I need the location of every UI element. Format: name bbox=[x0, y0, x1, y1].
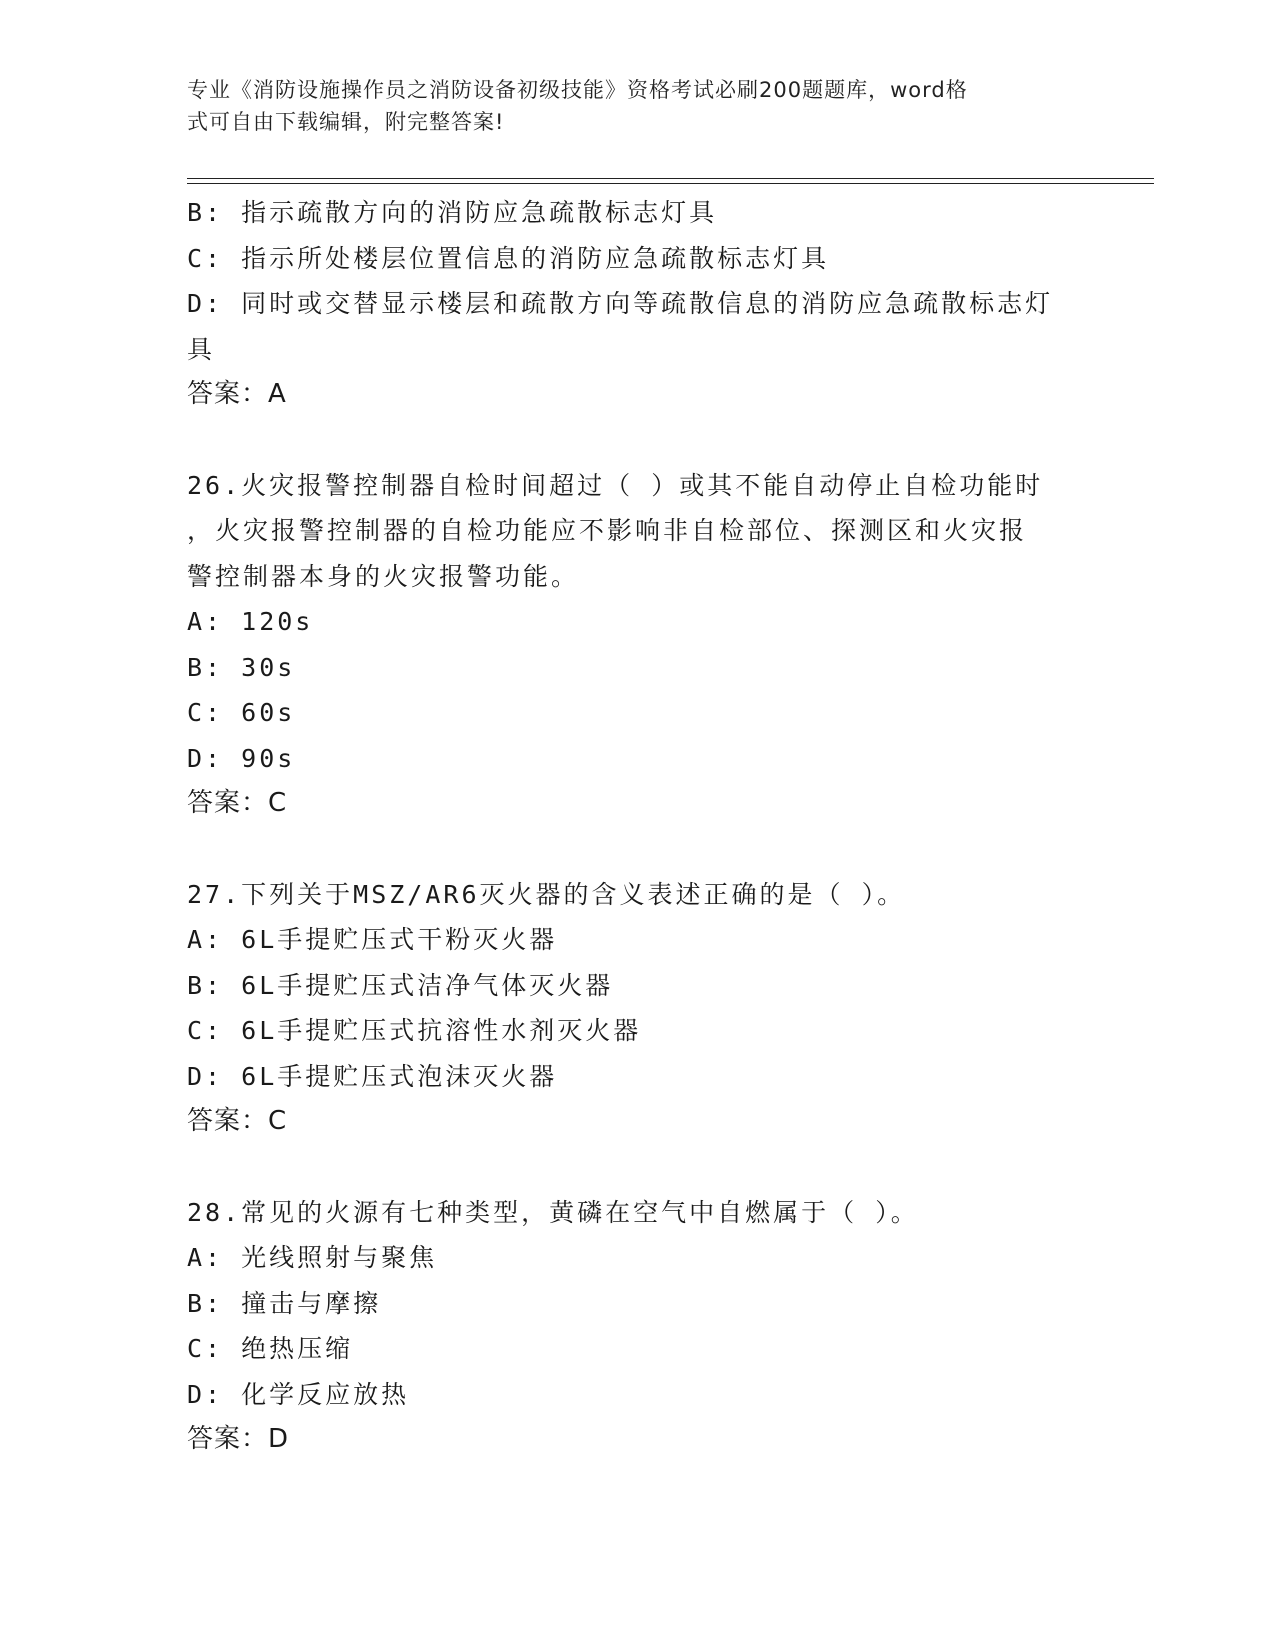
question-stem: 警控制器本身的火灾报警功能。 bbox=[187, 561, 580, 591]
option-c: C: 绝热压缩 bbox=[187, 1334, 354, 1363]
question-stem: 26.火灾报警控制器自检时间超过（ ）或其不能自动停止自检功能时 bbox=[187, 470, 1044, 500]
option-a: A: 120s bbox=[187, 607, 314, 636]
answer: 答案：C bbox=[187, 788, 288, 818]
option-b: B: 6L手提贮压式洁净气体灭火器 bbox=[187, 970, 614, 1000]
question-stem: 28.常见的火源有七种类型，黄磷在空气中自燃属于（ ）。 bbox=[187, 1197, 919, 1227]
question-block-25 bbox=[187, 190, 1087, 418]
question-block-27 bbox=[187, 872, 1087, 1145]
question-stem: 27.下列关于MSZ/AR6灭火器的含义表述正确的是（ ）。 bbox=[187, 879, 906, 909]
option-c: C: 60s bbox=[187, 698, 296, 727]
option-d: D: 同时或交替显示楼层和疏散方向等疏散信息的消防应急疏散标志灯 bbox=[187, 289, 1054, 318]
option-d: D: 化学反应放热 bbox=[187, 1379, 410, 1409]
header-divider bbox=[187, 178, 1154, 184]
option-d: D: 90s bbox=[187, 743, 296, 773]
option-b: B: 30s bbox=[187, 652, 296, 682]
question-block-28 bbox=[187, 1190, 1087, 1463]
answer: 答案：C bbox=[187, 1106, 288, 1136]
option-b: B: 撞击与摩擦 bbox=[187, 1288, 382, 1318]
option-c: C: 6L手提贮压式抗溶性水剂灭火器 bbox=[187, 1016, 642, 1045]
spacer bbox=[187, 827, 1087, 872]
question-stem: ，火灾报警控制器的自检功能应不影响非自检部位、探测区和火灾报 bbox=[187, 516, 1028, 545]
spacer bbox=[187, 418, 1087, 463]
answer: 答案：A bbox=[187, 379, 287, 409]
option-a: A: 光线照射与聚焦 bbox=[187, 1243, 438, 1272]
header-line-2: 式可自由下载编辑，附完整答案! bbox=[187, 110, 505, 134]
document-header bbox=[187, 74, 1067, 138]
option-d-continued: 具 bbox=[187, 334, 216, 364]
option-d: D: 6L手提贮压式泡沫灭火器 bbox=[187, 1061, 558, 1091]
spacer bbox=[187, 1145, 1087, 1190]
option-a: A: 6L手提贮压式干粉灭火器 bbox=[187, 925, 558, 954]
question-list bbox=[187, 190, 1087, 1463]
option-b: B: 指示疏散方向的消防应急疏散标志灯具 bbox=[187, 198, 718, 227]
header-line-1: 专业《消防设施操作员之消防设备初级技能》资格考试必刷200题题库，word格 bbox=[187, 78, 968, 102]
question-block-26 bbox=[187, 463, 1087, 827]
option-c: C: 指示所处楼层位置信息的消防应急疏散标志灯具 bbox=[187, 243, 830, 273]
answer: 答案：D bbox=[187, 1424, 290, 1454]
